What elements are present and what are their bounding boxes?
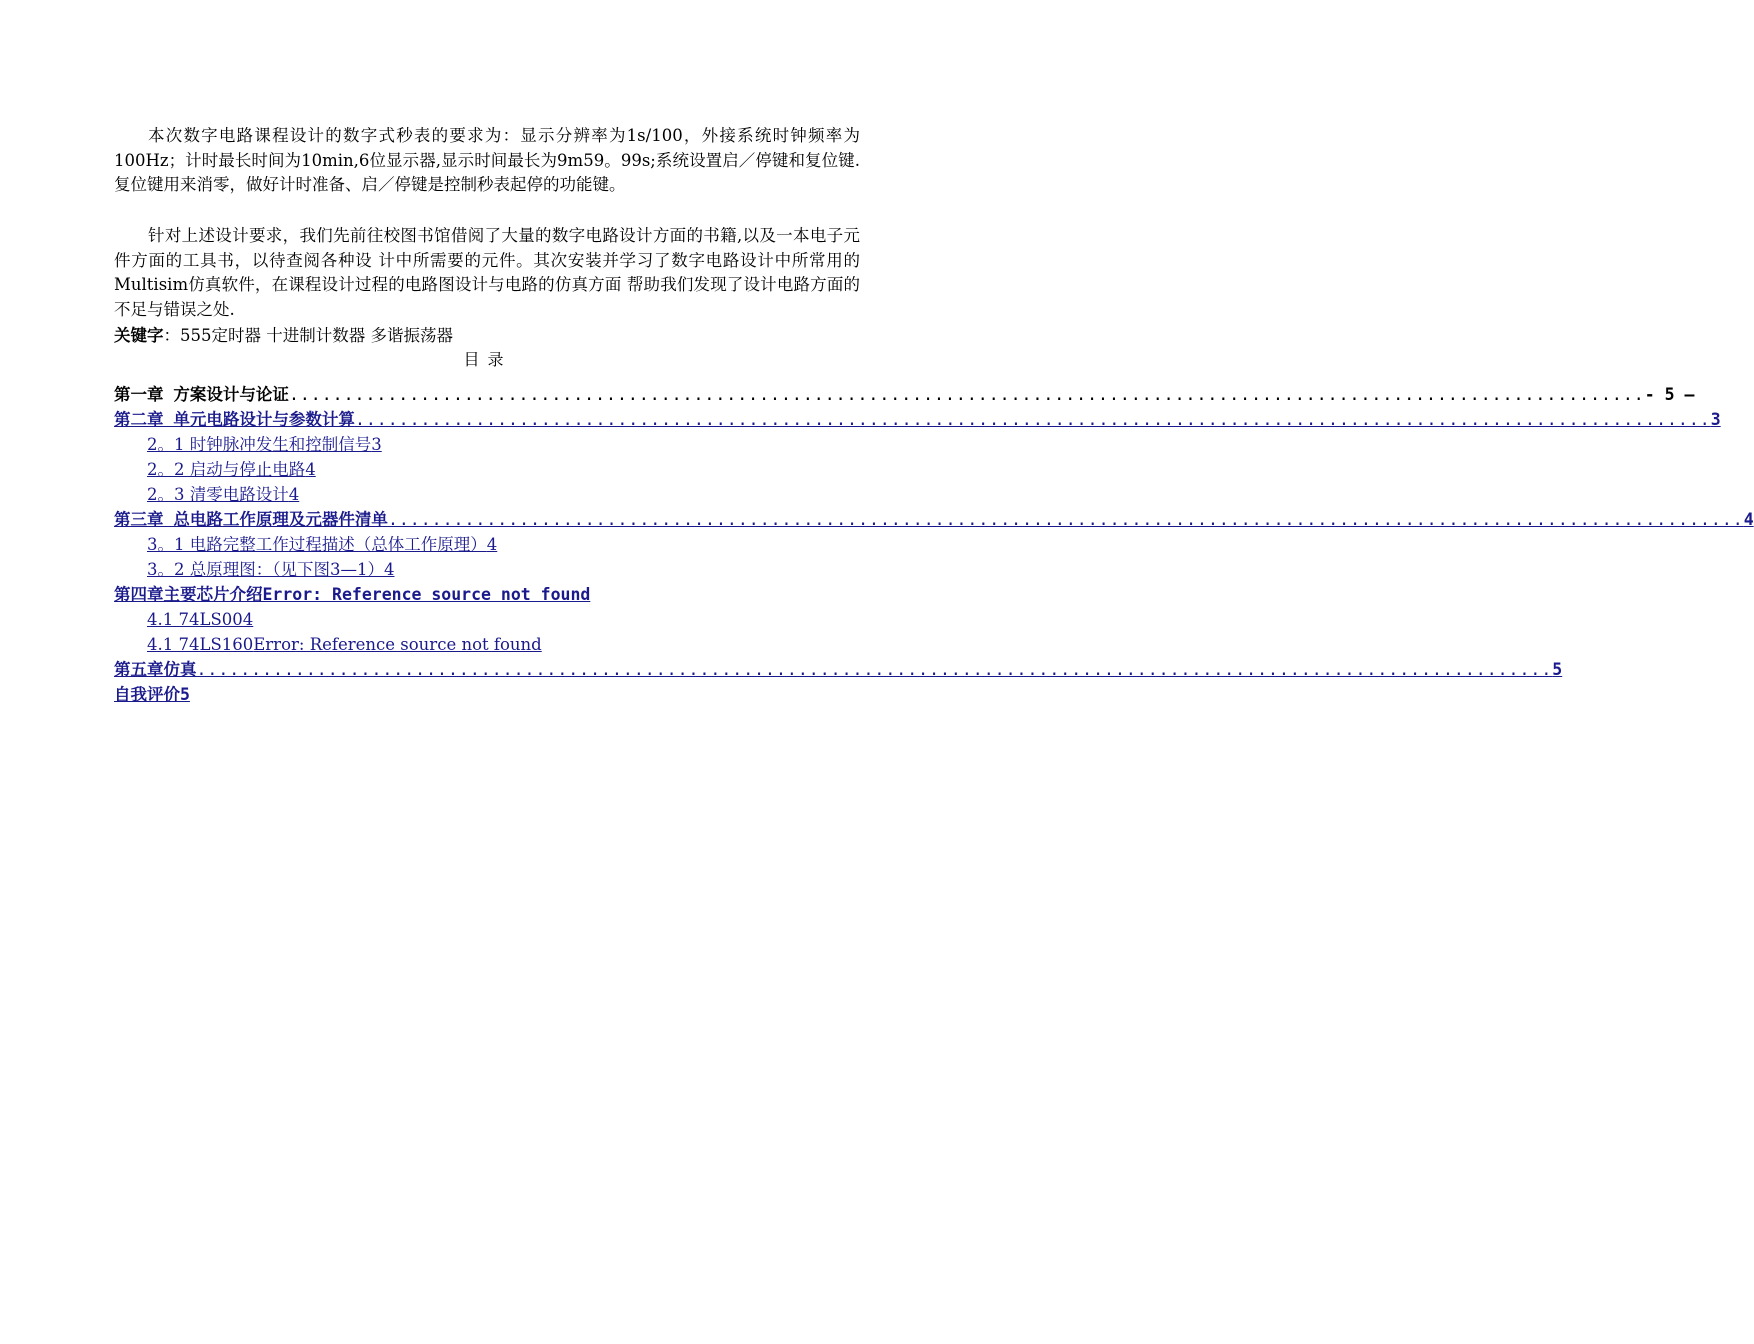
toc-entry-4-1-b[interactable] <box>147 632 860 657</box>
toc-entry-title: 第三章 总电路工作原理及元器件清单 <box>114 510 388 529</box>
toc-entry-title: 自我评价5 <box>114 685 190 704</box>
toc-entry-2-1[interactable] <box>147 432 860 457</box>
toc-entry-page: 3 <box>371 435 382 454</box>
toc-dot-leader: ............................................................................................................................ <box>196 660 1553 679</box>
toc-dot-leader: ............................................................................................................................ <box>354 410 1711 429</box>
toc-entry-title: 3。1 电路完整工作过程描述（总体工作原理）4 <box>147 535 498 554</box>
toc-entry-self-evaluation[interactable] <box>114 682 190 707</box>
toc-entry-page: 5 <box>1552 660 1563 679</box>
toc-entry-3-1[interactable] <box>147 532 860 557</box>
keywords-separator: ： <box>163 326 180 345</box>
toc-entry-page: 4 <box>288 485 300 504</box>
toc-entry-page: 4 <box>305 460 316 479</box>
abstract-paragraph-2: 针对上述设计要求，我们先前往校图书馆借阅了大量的数字电路设计方面的书籍,以及一本电子元件方面的工具书，以待查阅各种设 计中所需要的元件。其次安装并学习了数字电路设计中所常用的Multisim仿真软件，在课程设计过程的电路图设计与电路的仿真方面 帮助我们发现了设计电路方面的不足与错误之处. <box>114 226 860 319</box>
toc-entry-title: 第四章主要芯片介绍Error: Reference source not found <box>114 585 591 604</box>
keywords-value: 555定时器 十进制计数器 多谐振荡器 <box>180 326 453 345</box>
keywords-label: 关键字 <box>114 326 164 345</box>
toc-entry-2-2[interactable] <box>147 457 860 482</box>
toc-entry-title: 2。3 清零电路设计4 <box>147 485 300 504</box>
toc-entry-page: - 5 — <box>1644 385 1695 404</box>
toc-entry-title: 第一章 方案设计与论证 <box>114 385 289 404</box>
toc-entry-title: 4.1 74LS160Error: Reference source not found <box>147 635 542 654</box>
toc-entry-page: 3 <box>1710 410 1721 429</box>
toc-entry-4-1-a[interactable] <box>147 607 860 632</box>
toc-entry-title: 第五章仿真 <box>114 660 197 679</box>
toc-entry-page: 4 <box>384 560 395 579</box>
toc-entry-title: 4.1 74LS004 <box>147 610 254 629</box>
toc-entry-title: 2。2 启动与停止电路4 <box>147 460 316 479</box>
toc-entry-page: Error: Reference source not found <box>262 585 591 604</box>
toc-entry-title: 第二章 单元电路设计与参数计算 <box>114 410 355 429</box>
toc-entry-page: Error: Reference source not found <box>253 635 542 654</box>
toc-dot-leader: ............................................................................................................................ <box>387 510 1744 529</box>
toc-entry-chapter-3[interactable] <box>114 507 1754 532</box>
toc-entry-page: 5 <box>180 685 190 704</box>
toc-entry-chapter-4[interactable] <box>114 582 860 607</box>
abstract-paragraph-1: 本次数字电路课程设计的数字式秒表的要求为：显示分辨率为1s/100，外接系统时钟频率为100Hz；计时最长时间为10min,6位显示器,显示时间最长为9m59。99s;系统设置启／停键和复位键.复位键用来消零，做好计时准备、启／停键是控制秒表起停的功能键。 <box>114 126 860 194</box>
toc-entry-page: 4 <box>1743 510 1754 529</box>
toc-entry-2-3[interactable] <box>147 482 860 507</box>
toc-entry-chapter-2[interactable] <box>114 407 1721 432</box>
toc-entry-title: 2。1 时钟脉冲发生和控制信号3 <box>147 435 382 454</box>
toc-entry-page: 4 <box>486 535 498 554</box>
toc-entry-chapter-5[interactable] <box>114 657 1563 682</box>
toc-entry-title: 3。2 总原理图：（见下图3—1）4 <box>147 560 395 579</box>
keywords-line <box>114 324 860 348</box>
toc-entry-3-2[interactable] <box>147 557 860 582</box>
toc-entry-chapter-1[interactable] <box>114 382 1695 407</box>
toc-dot-leader: ............................................................................................................................ <box>288 385 1645 404</box>
toc-heading: 目录 <box>463 350 512 369</box>
